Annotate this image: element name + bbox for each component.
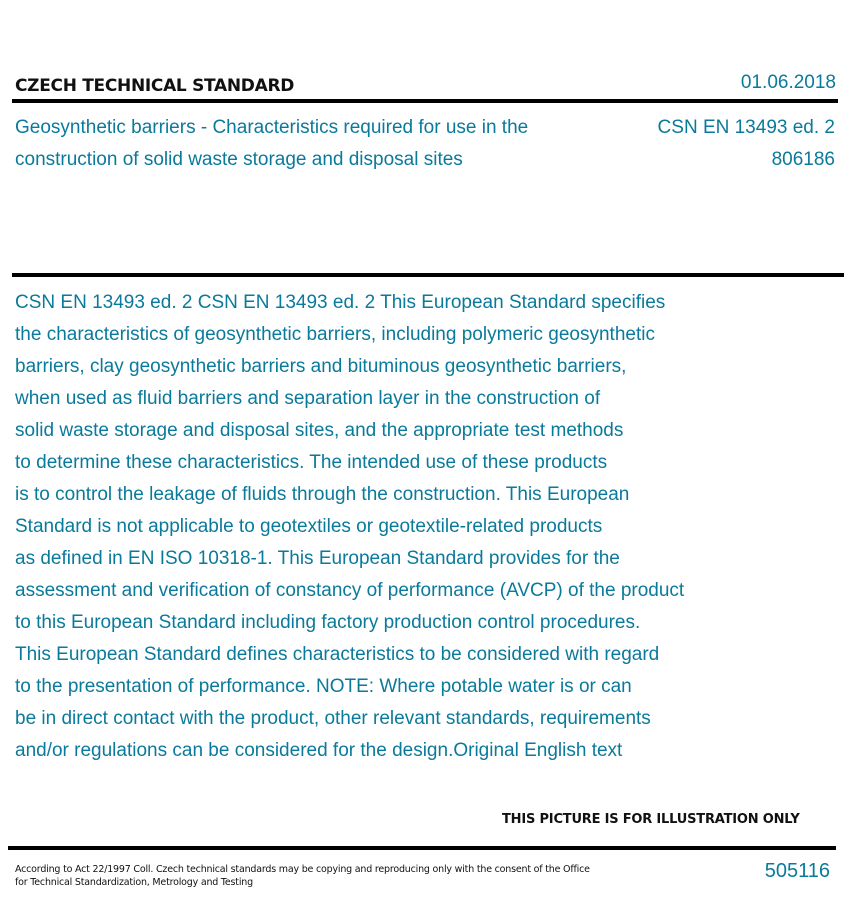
illustration-note: THIS PICTURE IS FOR ILLUSTRATION ONLY <box>502 812 800 827</box>
standard-title: Geosynthetic barriers - Characteristics required for use in the construction of solid waste storage and disposal sites <box>15 117 529 170</box>
legal-notice: According to Act 22/1997 Coll. Czech technical standards may be copying and reproducing only with the consent of the Office for Technical Standardization, Metrology and Testing <box>15 864 590 888</box>
standard-number: 806186 <box>771 149 835 170</box>
standard-abstract: CSN EN 13493 ed. 2 CSN EN 13493 ed. 2 This European Standard specifies the characteristics of geosynthetic barriers, including polymeric geosynthetic barriers, clay geosynthetic barriers and bituminous geosynthetic barriers, when used as fluid barriers and separation layer in the construction of solid waste storage and disposal sites, and the appropriate test methods to determine these characteristics. The intended use of these products is to control the leakage of fluids through the construction. This European Standard is not applicable to geotextiles or geotextile-related products as defined in EN ISO 10318-1. This European Standard provides for the assessment and verification of constancy of performance (AVCP) of the product to this European Standard including factory production control procedures. This European Standard defines characteristics to be considered with regard to the presentation of performance. NOTE: Where potable water is or can be in direct contact with the product, other relevant standards, requirements and/or regulations can be considered for the design.Original English text <box>15 292 685 761</box>
standard-identifiers <box>658 112 835 176</box>
catalog-number: 505116 <box>764 860 830 882</box>
header-label: CZECH TECHNICAL STANDARD <box>15 76 295 96</box>
title-divider <box>12 273 844 277</box>
header-divider <box>12 99 838 103</box>
footer-divider <box>8 846 836 850</box>
standard-code: CSN EN 13493 ed. 2 <box>657 117 835 138</box>
publication-date: 01.06.2018 <box>740 72 836 93</box>
